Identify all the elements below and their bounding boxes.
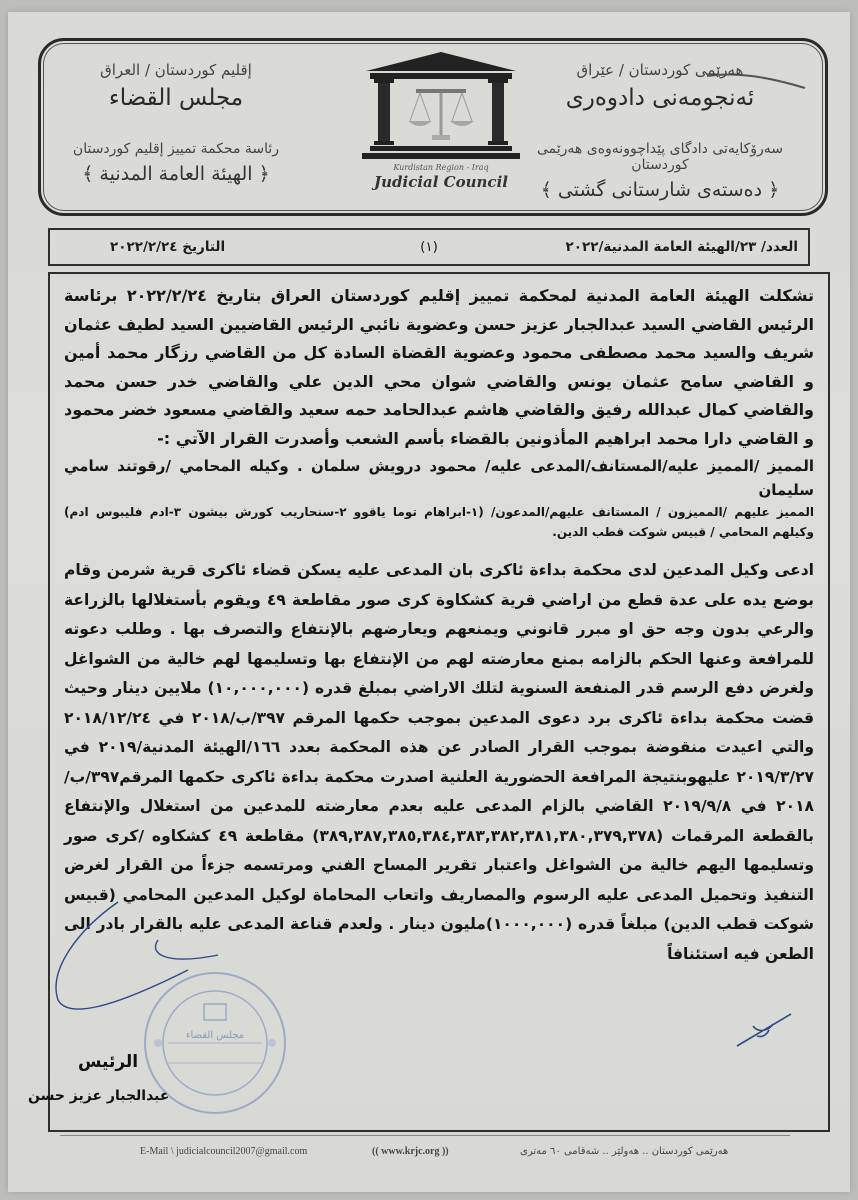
footer-website[interactable]: (( www.krjc.org )) <box>372 1146 449 1157</box>
region-label-kurdish: هەرێمی کوردستان / عێراق <box>576 61 744 79</box>
logo-subtitle: Kurdistan Region - Iraq <box>393 163 489 172</box>
letterhead-arabic <box>61 61 291 185</box>
letterhead <box>38 38 828 216</box>
council-name-arabic: مجلس القضاء <box>108 85 244 111</box>
footer-email[interactable]: E-Mail \ judicialcouncil2007@gmail.com <box>140 1146 308 1157</box>
page-number: (١) <box>420 239 438 255</box>
logo-title: Judicial Council <box>374 173 508 191</box>
letterhead-kurdish <box>515 61 805 201</box>
signatory-name: عبدالجبار عزيز حسن <box>28 1088 170 1104</box>
footer-divider <box>60 1135 790 1136</box>
parties-section <box>64 454 814 542</box>
council-name-kurdish: ئەنجومەنی دادوەری <box>565 85 755 111</box>
initial-signature <box>735 1008 795 1048</box>
panel-label-kurdish: ﴿ دەستەی شارستانی گشتی ﴾ <box>540 179 780 201</box>
case-facts-paragraph: ادعى وكيل المدعين لدى محكمة بداءة ئاكرى بان المدعى عليه يسكن قضاء ئاكرى قرية شرمن وقام بوضع يده على عدة قطع من اراضي قرية كشكاوة كرى صور مقاطعة ٤٩ ويقوم بأستغلالها بالزراعة والرعي بدون وجه حق او مبرر قانوني ويمنعهم ويعارضهم بالإنتفاع والتصرف بها . وطلب دعوته للمرافعة وعنها الحكم بالزامه بمنع معارضته لهم من الإنتفاع بها وتسليمها لهم خالية من الشواغل ولغرض دفع الرسم قدر المنفعة السنوية لتلك الاراضي بمبلغ قدره (١٠,٠٠٠,٠٠٠) ملايين دينار وحيث قضت محكمة بداءة ئاكرى برد دعوى المدعين بموجب حكمها المرقم ٣٩٧/ب/٢٠١٨ في ٢٠١٨/١٢/٢٤ والتي اعيدت منقوضة بموجب القرار الصادر عن هذه المحكمة بعدد ١٦٦/الهيئة المدنية/٢٠١٩ في ٢٠١٩/٣/٢٧ عليهوبنتيجة المرافعة الحضورية العلنية اصدرت محكمة بداءة ئاكرى حكمها المرقم٣٩٧/ب/٢٠١٨ في ٢٠١٩/٩/٨ القاضي بالزام المدعى عليه بعدم معارضته للمدعين من استغلال والإنتفاع بالقطعة المرقمات (٣٨٩,٣٨٧,٣٨٥,٣٨٤,٣٨٣,٣٨٢,٣٨١,٣٨٠,٣٧٩,٣٧٨) مقاطعة ٤٩ كشكاوه /كرى صور وتسليمها اليهم خالية من الشواغل واعتبار تقرير المساح الفني ومرتسمه جزءاً من القرار لغرض التنفيذ وتحميل المدعى عليه الرسوم والمصاريف واتعاب المحاماة لوكيل المدعين المحامي (قبيس شوكت قطب الدين) مبلغاً قدره (١٠٠٠,٠٠٠)مليون دينار . ولعدم قناعة المدعى عليه بالقرار بادر الى الطعن فيه استئنافاً <box>64 561 815 963</box>
appellees-line: المميز عليهم /المميزون / المستانف عليهم/المدعون/ (١-ابراهام توما ياقوو ٢-سنحاريب كورش بيشون ٣-ادم فليبوس ادم) وكيلهم المحامي / قبيس شوكت قطب الدين. <box>64 505 814 539</box>
appellant-line: المميز /المميز عليه/المستانف/المدعى عليه/ محمود درويش سلمان . وكيله المحامي /رقوتند سامي سليمان <box>64 457 814 499</box>
signatory-title: الرئيس <box>78 1052 139 1072</box>
reference-number: العدد/ ٢٣/الهيئة العامة المدنية/٢٠٢٢ <box>565 239 798 255</box>
region-label-arabic: إقليم كوردستان / العراق <box>100 61 252 79</box>
presidency-label-arabic: رئاسة محكمة تمييز إقليم كوردستان <box>72 141 280 157</box>
panel-composition-paragraph: تشكلت الهيئة العامة المدنية لمحكمة تمييز إقليم كوردستان العراق بتاريخ ٢٠٢٢/٢/٢٤ برئاسة الرئيس القاضي السيد عبدالجبار عزيز حسن وعضوية نائبي الرئيس القاضيين السيد لطيف عثمان شريف والسيد محمد مصطفى محمود وعضوية القضاة السادة كل من القاضي رزگار محمد أمين و القاضي سامح عثمان يونس والقاضي شوان محي الدين علي والقاضي خدر حسن محمد والقاضي كمال عبدالله رفيق والقاضي هاشم عبدالحامد حمه سعيد والقاضي مسعود خضر محمود و القاضي دارا محمد ابراهيم المأذونين بالقضاء بأسم الشعب وأصدرت القرار الآتي :- <box>64 286 815 448</box>
reference-date: التاريخ ٢٠٢٢/٢/٢٤ <box>110 239 226 255</box>
courthouse-scales-icon <box>356 49 526 161</box>
judicial-council-logo <box>341 49 541 214</box>
reference-bar <box>48 228 810 266</box>
panel-label-arabic: ﴿ الهيئة العامة المدنية ﴾ <box>82 163 270 185</box>
footer-address: هەرێمی کوردستان .. هەولێر .. شەقامی ٦٠ مەتری <box>520 1146 729 1157</box>
presidency-label-kurdish: سەرۆکایەتی دادگای پێداچوونەوەی هەرێمی کوردستان <box>536 141 784 173</box>
stamp-text: مجلس القضاء <box>185 1030 245 1041</box>
